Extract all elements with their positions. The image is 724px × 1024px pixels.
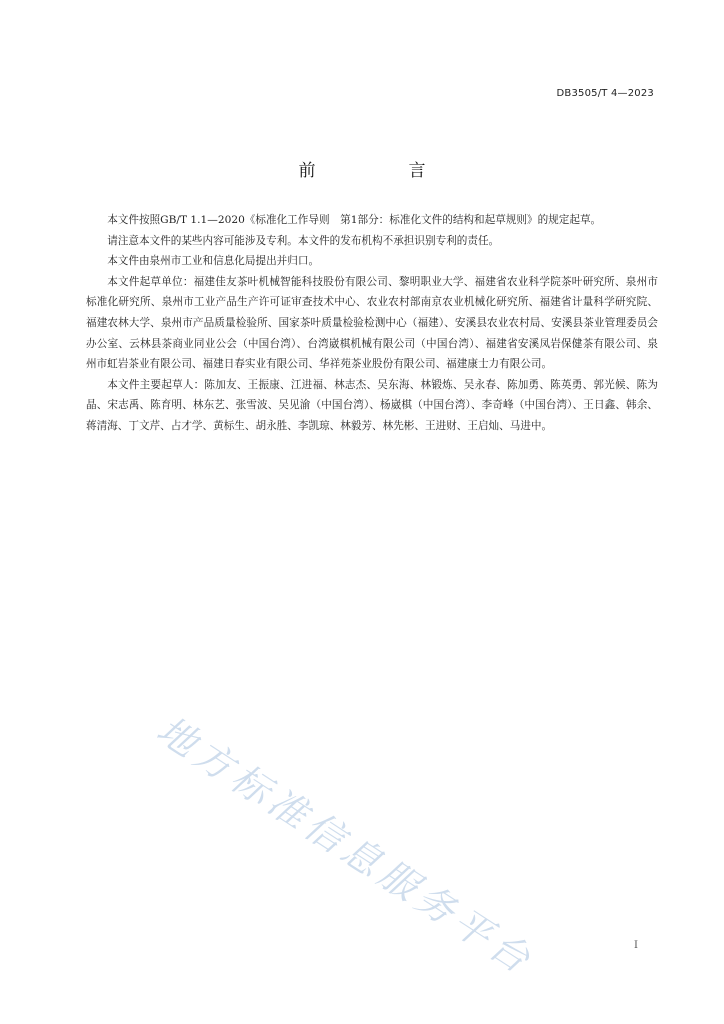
paragraph-proposer: 本文件由泉州市工业和信息化局提出并归口。 — [107, 255, 320, 268]
paragraph-drafting-rules: 本文件按照GB/T 1.1—2020《标准化工作导则 第1部分：标准化文件的结构和起草规则》的规定起草。 — [107, 214, 602, 226]
watermark: 地方标准信息服务平台 — [149, 707, 543, 985]
paragraph-drafters: 本文件主要起草人：陈加友、王振康、江进福、林志杰、吴东海、林锻炼、吴永春、陈加勇、陈英勇、郭光候、陈为晶、宋志禹、陈育明、林东艺、张雪波、吴见渝（中国台湾）、杨崴棋（中国台湾）、李奇峰（中国台湾）、王日鑫、韩余、蒋清海、丁文芹、占才学、黄标生、胡永胜、李凯琼、林毅芳、林先彬、王进财、王启灿、马进中。 — [86, 378, 658, 432]
paragraph-patent-notice: 请注意本文件的某些内容可能涉及专利。本文件的发布机构不承担识别专利的责任。 — [107, 234, 500, 247]
page-number: I — [634, 940, 638, 951]
foreword-body — [86, 210, 658, 437]
document-code: DB3505/T 4—2023 — [556, 88, 654, 99]
page-title: 前 言 — [298, 161, 464, 181]
paragraph-drafting-units: 本文件起草单位：福建佳友茶叶机械智能科技股份有限公司、黎明职业大学、福建省农业科学院茶叶研究所、泉州市标准化研究所、泉州市工业产品生产许可证审查技术中心、农业农村部南京农业机械化研究所、福建省计量科学研究院、福建农林大学、泉州市产品质量检验所、国家茶叶质量检验检测中心（福建）、安溪县农业农村局、安溪县茶业管理委员会办公室、云林县茶商业同业公会（中国台湾）、台湾崴棋机械有限公司（中国台湾）、福建省安溪凤岩保健茶有限公司、泉州市虹岩茶业有限公司、福建日春实业有限公司、华祥苑茶业股份有限公司、福建康士力有限公司。 — [86, 275, 658, 371]
